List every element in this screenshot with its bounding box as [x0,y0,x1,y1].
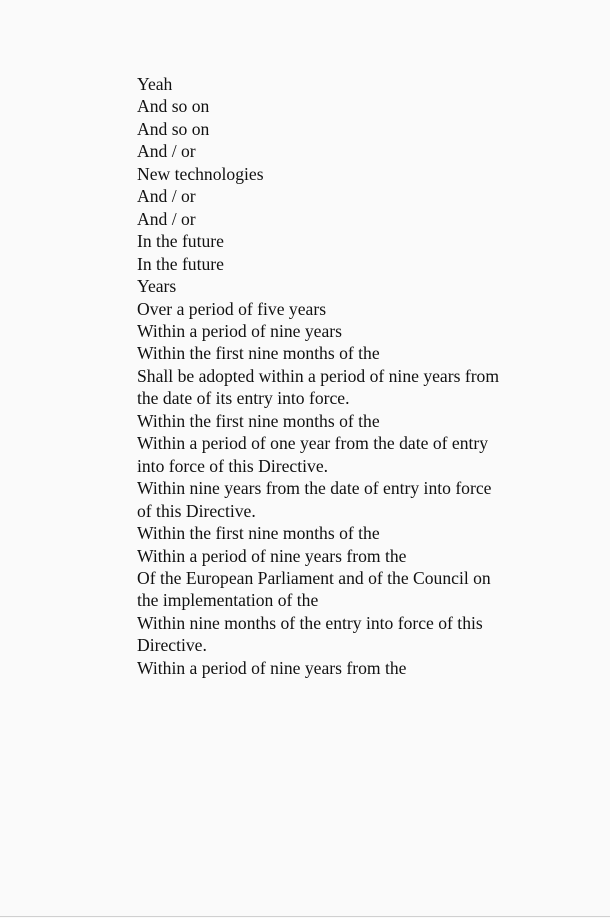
text-line: And so on [137,118,210,139]
text-line: Within a period of nine years from the [137,545,407,566]
text-line: Within the first nine months of the [137,410,380,431]
text-line: Within a period of nine years from the [137,657,407,678]
text-line: And / or [137,141,196,162]
text-line: Within a period of nine years [137,320,342,341]
text-line: In the future [137,253,224,274]
text-line: New technologies [137,163,264,184]
text-line: Yeah [137,74,173,94]
text-body [137,73,537,679]
text-line: Within nine months of the entry into force of this [137,612,483,633]
text-line: of this Directive. [137,500,256,521]
text-line: Of the European Parliament and of the Council on [137,567,491,588]
text-line: And / or [137,186,196,207]
text-line: Within a period of one year from the date of entry [137,433,489,454]
text-line: And so on [137,96,210,117]
text-line: And / or [137,208,196,229]
text-line: Years [137,276,177,297]
text-line: Shall be adopted within a period of nine years from [137,365,500,386]
text-line: Within nine years from the date of entry into force [137,478,492,499]
text-line: Within the first nine months of the [137,523,380,544]
text-line: Within the first nine months of the [137,343,380,364]
text-line: the implementation of the [137,590,319,611]
text-line: Over a period of five years [137,298,327,319]
text-line: into force of this Directive. [137,455,329,476]
text-line: the date of its entry into force. [137,388,350,409]
text-line: Directive. [137,635,207,656]
text-line: In the future [137,231,224,252]
